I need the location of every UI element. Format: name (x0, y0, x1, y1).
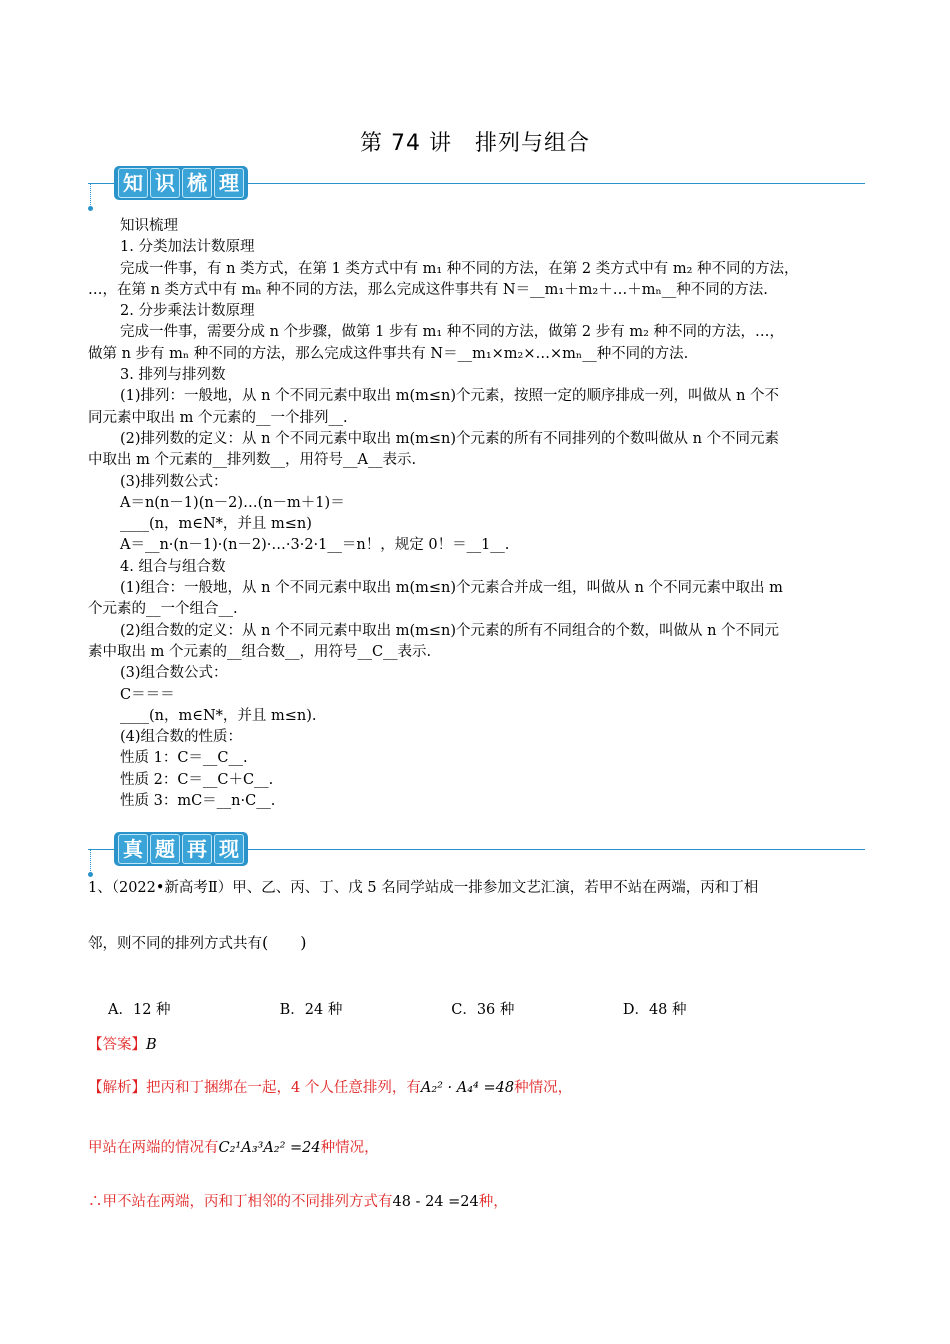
text-line: (3)排列数公式： (120, 473, 228, 490)
analysis-line (88, 1190, 868, 1211)
section-title: 4. 组合与组合数 (120, 558, 226, 575)
knowledge-content (88, 216, 868, 812)
banner-char: 现 (214, 834, 244, 864)
answer-value: B (146, 1037, 157, 1053)
analysis-text: ∴甲不站在两端，丙和丁相邻的不同排列方式有 (88, 1194, 393, 1210)
text-line: 素中取出 m 个元素的__组合数__，用符号__C__表示. (88, 643, 432, 660)
formula-line: A＝__n·(n－1)·(n－2)·…·3·2·1__＝n！，规定 0！＝__1__. (120, 537, 510, 554)
analysis-text: 种， (478, 1194, 508, 1210)
options (108, 998, 790, 1019)
analysis-label: 【解析】 (88, 1080, 146, 1096)
analysis-text: 甲站在两端的情况有 (88, 1140, 219, 1156)
banner-char: 再 (182, 834, 212, 864)
banner-char: 理 (214, 168, 244, 198)
text-line: 完成一件事，有 n 类方式，在第 1 类方式中有 m₁ 种不同的方法，在第 2 类方式中有 m₂ 种不同的方法， (120, 260, 799, 277)
text-line: …，在第 n 类方式中有 mₙ 种不同的方法，那么完成这件事共有 N＝__m₁＋m₂＋…＋mₙ__种不同的方法. (88, 281, 768, 298)
banner-char: 题 (150, 834, 180, 864)
text-line: (4)组合数的性质： (120, 729, 243, 746)
analysis-text: 种情况， (514, 1080, 573, 1096)
answer-paren: ( ) (262, 933, 307, 952)
property-line: 性质 3：mC＝__n·C__. (120, 793, 276, 810)
banner-char: 识 (150, 168, 180, 198)
knowledge-heading: 知识梳理 (120, 218, 178, 234)
math-expr: A₂² · A₄⁴ =48 (420, 1080, 515, 1096)
section-title: 3. 排列与排列数 (120, 367, 226, 384)
text-line: 中取出 m 个元素的__排列数__，用符号__A__表示. (88, 452, 417, 469)
text-line: 做第 n 步有 mₙ 种不同的方法，那么完成这件事共有 N＝__m₁×m₂×…×mₙ__种不同的方法. (88, 345, 689, 362)
analysis-line (88, 1136, 868, 1157)
banner-char: 梳 (182, 168, 212, 198)
answer-line (88, 1033, 868, 1054)
page-title: 第 74 讲 排列与组合 (360, 131, 590, 156)
analysis-line (88, 1076, 868, 1097)
answer-label: 【答案】 (88, 1037, 146, 1053)
math-expr: C₂¹A₃³A₂² =24 (218, 1140, 321, 1156)
question-line: 1、（2022•新高考Ⅱ）甲、乙、丙、丁、戊 5 名同学站成一排参加文艺汇演，若甲不站在两端，丙和丁相 (88, 880, 759, 896)
formula-line: ____(n，m∈N*，并且 m≤n). (120, 707, 317, 724)
text-line: (1)组合：一般地，从 n 个不同元素中取出 m(m≤n)个元素合并成一组，叫做从 n 个不同元素中取出 m (120, 580, 783, 597)
text-line: (3)组合数公式： (120, 665, 228, 682)
formula-line: ____(n，m∈N*，并且 m≤n) (120, 516, 312, 533)
section-title: 1. 分类加法计数原理 (120, 239, 255, 256)
option-b: B．24 种 (279, 1002, 343, 1018)
formula-line: C＝＝＝ (120, 686, 175, 703)
property-line: 性质 2：C＝__C＋C__. (120, 771, 274, 788)
text-line: (2)排列数的定义：从 n 个不同元素中取出 m(m≤n)个元素的所有不同排列的个数叫做从 n 个不同元素 (120, 430, 780, 447)
text-line: 个元素的__一个组合__. (88, 601, 238, 618)
option-a: A．12 种 (108, 1002, 171, 1018)
math-expr: 48 - 24 =24 (392, 1194, 479, 1210)
property-line: 性质 1：C＝__C__. (120, 750, 248, 767)
option-c: C．36 种 (451, 1002, 515, 1018)
analysis-text: 把丙和丁捆绑在一起，4 个人任意排列，有 (146, 1080, 421, 1096)
text-line: (2)组合数的定义：从 n 个不同元素中取出 m(m≤n)个元素的所有不同组合的个数，叫做从 n 个不同元 (120, 622, 780, 639)
section-title: 2. 分步乘法计数原理 (120, 303, 255, 320)
banner-char: 真 (118, 834, 148, 864)
analysis-text: 种情况， (320, 1140, 379, 1156)
formula-line: A＝n(n－1)(n－2)…(n－m＋1)＝ (120, 494, 345, 511)
question-line (88, 930, 868, 953)
knowledge-banner (88, 166, 865, 202)
question-text: 邻，则不同的排列方式共有 (88, 936, 262, 952)
text-line: (1)排列：一般地，从 n 个不同元素中取出 m(m≤n)个元素，按照一定的顺序排成一列，叫做从 n 个不 (120, 388, 780, 405)
exam-banner (88, 832, 865, 868)
banner-char: 知 (118, 168, 148, 198)
text-line: 完成一件事，需要分成 n 个步骤，做第 1 步有 m₁ 种不同的方法，做第 2 步有 m₂ 种不同的方法，…， (120, 324, 785, 341)
text-line: 同元素中取出 m 个元素的__一个排列__. (88, 409, 348, 426)
option-d: D．48 种 (622, 1002, 687, 1018)
